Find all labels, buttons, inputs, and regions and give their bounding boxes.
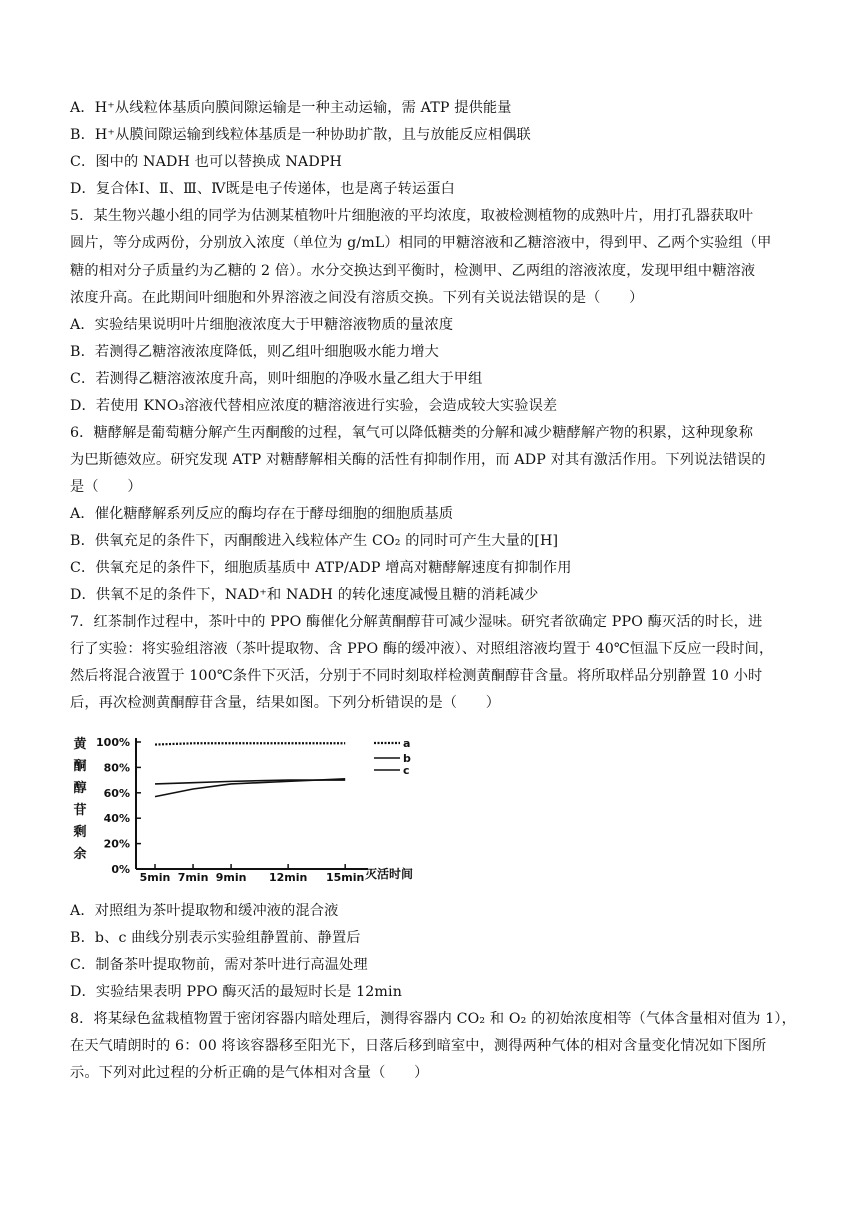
q5-stem-line-3: 糖的相对分子质量约为乙糖的 2 倍）。水分交换达到平衡时，检测甲、乙两组的溶液浓度，发现甲组中糖溶液 <box>70 263 756 279</box>
series-line-a <box>155 743 345 744</box>
y-tick-label: 80% <box>103 761 130 775</box>
legend <box>374 737 411 777</box>
q6-stem-line-3: 是（ ） <box>70 479 142 495</box>
q6-option-c: C．供氧充足的条件下，细胞质基质中 ATP/ADP 增高对糖酵解速度有抑制作用 <box>70 560 572 576</box>
y-axis-label-char: 苷 <box>73 803 87 818</box>
legend-label-b: b <box>403 752 411 765</box>
y-tick-label: 40% <box>103 812 130 826</box>
y-tick-label: 20% <box>103 837 130 851</box>
q7-stem-line-1: 7．红茶制作过程中，茶叶中的 PPO 酶催化分解黄酮醇苷可减少湿味。研究者欲确定 PPO 酶灭活的时长，进 <box>70 614 763 630</box>
x-tick-label: 12min <box>268 871 308 884</box>
q5-stem-line-4: 浓度升高。在此期间叶细胞和外界溶液之间没有溶质交换。下列有关说法错误的是（ ） <box>70 290 644 306</box>
y-tick-label: 0% <box>111 863 130 876</box>
q7-option-a: A．对照组为茶叶提取物和缓冲液的混合液 <box>70 903 339 919</box>
q7-option-b: B．b、c 曲线分别表示实验组静置前、静置后 <box>70 930 361 946</box>
legend-label-c: c <box>403 764 410 777</box>
y-axis-label-char: 黄 <box>73 737 87 752</box>
y-axis-label-char: 剩 <box>73 825 87 840</box>
q4-option-c: C．图中的 NADH 也可以替换成 NADPH <box>70 154 343 170</box>
q8-stem-line-1: 8．将某绿色盆栽植物置于密闭容器内暗处理后，测得容器内 CO₂ 和 O₂ 的初始浓度相等（气体含量相对值为 1）， <box>70 1011 796 1027</box>
x-tick-label: 15min <box>325 871 365 884</box>
q7-option-c: C．制备茶叶提取物前，需对茶叶进行高温处理 <box>70 957 368 973</box>
q7-stem-line-2: 行了实验：将实验组溶液（茶叶提取物、含 PPO 酶的缓冲液）、对照组溶液均置于 40℃恒温下反应一段时间， <box>70 641 774 657</box>
y-axis-label-char: 醇 <box>73 781 87 796</box>
y-axis-label <box>73 736 87 862</box>
q4-option-b: B．H⁺从膜间隙运输到线粒体基质是一种协助扩散，且与放能反应相偶联 <box>70 127 531 143</box>
q7-stem-line-4: 后，再次检测黄酮醇苷含量，结果如图。下列分析错误的是（ ） <box>70 695 501 711</box>
q5-option-d: D．若使用 KNO₃溶液代替相应浓度的糖溶液进行实验，会造成较大实验误差 <box>70 398 558 414</box>
x-axis-label: 灭活时间 <box>365 867 414 881</box>
q8-stem-line-2: 在天气晴朗时的 6：00 将该容器移至阳光下，日落后移到暗室中，测得两种气体的相对含量变化情况如下图所 <box>70 1038 767 1054</box>
x-tick-label: 7min <box>177 871 209 884</box>
legend-label-a: a <box>403 737 411 750</box>
y-axis-label-char: 余 <box>73 847 87 862</box>
q4-option-d: D．复合体Ⅰ、Ⅱ、Ⅲ、Ⅳ既是电子传递体，也是离子转运蛋白 <box>70 181 455 197</box>
q6-stem-line-1: 6．糖酵解是葡萄糖分解产生丙酮酸的过程，氧气可以降低糖类的分解和减少糖酵解产物的积累，这种现象称 <box>70 425 754 441</box>
q6-option-a: A．催化糖酵解系列反应的酶均存在于酵母细胞的细胞质基质 <box>70 506 454 522</box>
y-tick-label: 100% <box>96 736 130 749</box>
x-tick-label: 5min <box>139 871 171 884</box>
q6-option-b: B．供氧充足的条件下，丙酮酸进入线粒体产生 CO₂ 的同时可产生大量的[H] <box>70 533 559 549</box>
q6-stem-line-2: 为巴斯德效应。研究发现 ATP 对糖酵解相关酶的活性有抑制作用，而 ADP 对其有激活作用。下列说法错误的 <box>70 452 766 468</box>
q4-option-a: A．H⁺从线粒体基质向膜间隙运输是一种主动运输，需 ATP 提供能量 <box>70 100 512 116</box>
x-ticks <box>140 864 365 884</box>
q5-option-b: B．若测得乙糖溶液浓度降低，则乙组叶细胞吸水能力增大 <box>70 344 440 360</box>
y-ticks <box>96 736 141 876</box>
flavonol-glycoside-chart <box>68 718 448 896</box>
q5-option-a: A．实验结果说明叶片细胞液浓度大于甲糖溶液物质的量浓度 <box>70 317 454 333</box>
y-axis-label-char: 酮 <box>73 759 87 774</box>
x-tick-label: 9min <box>215 871 247 884</box>
chart-svg <box>68 718 448 896</box>
q7-option-d: D．实验结果表明 PPO 酶灭活的最短时长是 12min <box>70 984 403 1000</box>
y-tick-label: 60% <box>103 786 130 800</box>
series-lines <box>155 743 345 796</box>
q6-option-d: D．供氧不足的条件下，NAD⁺和 NADH 的转化速度减慢且糖的消耗减少 <box>70 587 539 603</box>
q8-stem-line-3: 示。下列对此过程的分析正确的是气体相对含量（ ） <box>70 1065 429 1081</box>
q5-stem-line-2: 圆片，等分成两份，分别放入浓度（单位为 g/mL）相同的甲糖溶液和乙糖溶液中，得到甲、乙两个实验组（甲 <box>70 235 772 251</box>
q5-stem-line-1: 5．某生物兴趣小组的同学为估测某植物叶片细胞液的平均浓度，取被检测植物的成熟叶片，用打孔器获取叶 <box>70 208 754 224</box>
q7-stem-line-3: 然后将混合液置于 100℃条件下灭活，分别于不同时刻取样检测黄酮醇苷含量。将所取样品分别静置 10 小时 <box>70 668 763 684</box>
q5-option-c: C．若测得乙糖溶液浓度升高，则叶细胞的净吸水量乙组大于甲组 <box>70 371 483 387</box>
